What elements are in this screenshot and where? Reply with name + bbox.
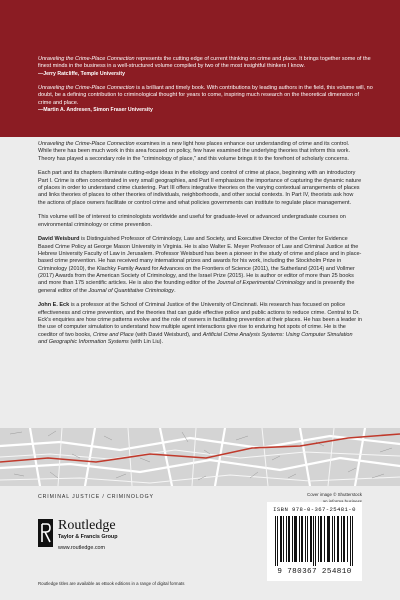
description-text [38, 141, 362, 354]
isbn-text: ISBN 978-0-367-25481-0 [273, 506, 356, 513]
endorsements-band [0, 0, 400, 137]
isbn-barcode [267, 502, 362, 581]
endorsement-2-title: Unraveling the Crime-Place Connection [38, 84, 135, 91]
routledge-logo-icon [38, 519, 53, 547]
author-name-eck: John E. Eck [38, 302, 70, 309]
description-paragraph-2: Each part and its chapters illuminate cutting-edge ideas in the etiology and control of crime at place, beginning with an introductory Part I. Crime is often concentrated in very small geographies, and Part II emphasizes the importance of capturing the dynamic nature of places in order to understand crime clustering. Part III offers integrative theories on the varying contextual arrangements of places and links theories of places to other theories of individuals, neighborhoods, and other social contexts. In Part IV, theorists ask how the actions of place owners facilitate or control crime and what policies governments can institute to regulate place management. [38, 170, 362, 206]
barcode-digits: 9 780367 254810 [277, 568, 352, 576]
endorsement-1-attribution: —Jerry Ratcliffe, Temple University [38, 70, 125, 77]
endorsement-2-attribution: —Martin A. Andresen, Simon Fraser University [38, 107, 153, 114]
description-book-title: Unraveling the Crime-Place Connection [38, 141, 135, 147]
footer-section [0, 486, 400, 600]
endorsement-2-text: is a brilliant and timely book. With contributions by leading authors in the field, this volume will, no doubt, be a defining contribution to criminological thought for years to come, inspiring much research on the theoretical dimension of crime and place. [38, 84, 373, 106]
barcode-bars [275, 516, 355, 566]
publisher-name: Routledge [58, 518, 116, 533]
endorsement-1 [38, 56, 373, 71]
subject-category: CRIMINAL JUSTICE / CRIMINOLOGY [38, 494, 154, 500]
author-name-weisburd: David Weisburd [38, 236, 80, 243]
author-bio-weisburd: David Weisburd is Distinguished Professor of Criminology, Law and Society, and Executive Director of the Center for Evidence Based Crime Policy at George Mason University in Virginia. He is also Walter E. Meyer Professor of Law and Criminal Justice at the Hebrew University Faculty of Law in Jerusalem. Professor Weisburd has been a pioneer in the study of crime and place and in place-based crime prevention. He has received many international prizes and awards for his work, including the Stockholm Prize in Criminology (2010), the Klachky Family Award for Advances on the Frontiers of Science (2011), the Sutherland (2014) and Vollmer (2017) Awards from the American Society of Criminology, and the Israel Prize (2015). He is author or editor of more than 25 books and more than 175 scientific articles. He is also the founding editor of the Journal of Experimental Criminology and is presently the general editor of the Journal of Quantitative Criminology. [38, 236, 362, 294]
endorsement-1-text: represents the cutting edge of current thinking on crime and place. It brings together some of the finest minds in the business in a well-structured volume compiled by two of the most insightful thinkers I know. [38, 56, 371, 70]
publisher-group: Taylor & Francis Group [58, 534, 118, 540]
description-paragraph-1: Unraveling the Crime-Place Connection examines in a new light how places enhance our understanding of crime and its control. While there has been much work in this area focused on policy, few have examined the underlying theories that inform this work. Theory has played a secondary role in the "criminology of place," and this volume brings it to the forefront of scholarly concerns. [38, 141, 351, 162]
cover-image-credit: Cover image © Shutterstock [307, 492, 362, 497]
street-map-graphic [0, 428, 400, 486]
ebook-note: Routledge titles are available as eBook editions in a range of digital formats [38, 581, 185, 586]
endorsement-1-title: Unraveling the Crime-Place Connection [38, 56, 135, 62]
street-map-illustration [0, 428, 400, 486]
author-bio-eck: John E. Eck is a professor at the School of Criminal Justice of the University of Cincinnati. His research has focused on police effectiveness and crime prevention, and the theories that can guide effective police and public actions to reduce crime. Central to Dr. Eck's enquiries are how crime patterns evolve and the role of owners in facilitating prevention at their places. He has been a leader in the use of computer simulation to understand how multiple agent interactions give rise to enduring hot spots of crime. He is the coeditor of two books, Crime and Place (with David Weisburd), and Artificial Crime Analysis Systems: Using Computer Simulation and Geographic Information Systems (with Lin Liu). [38, 302, 362, 346]
publisher-url[interactable]: www.routledge.com [58, 545, 106, 551]
endorsement-2 [38, 85, 373, 107]
publisher-block [58, 519, 118, 551]
description-paragraph-3: This volume will be of interest to criminologists worldwide and useful for graduate-level or advanced undergraduate courses on environmental criminology or crime prevention. [38, 214, 346, 228]
